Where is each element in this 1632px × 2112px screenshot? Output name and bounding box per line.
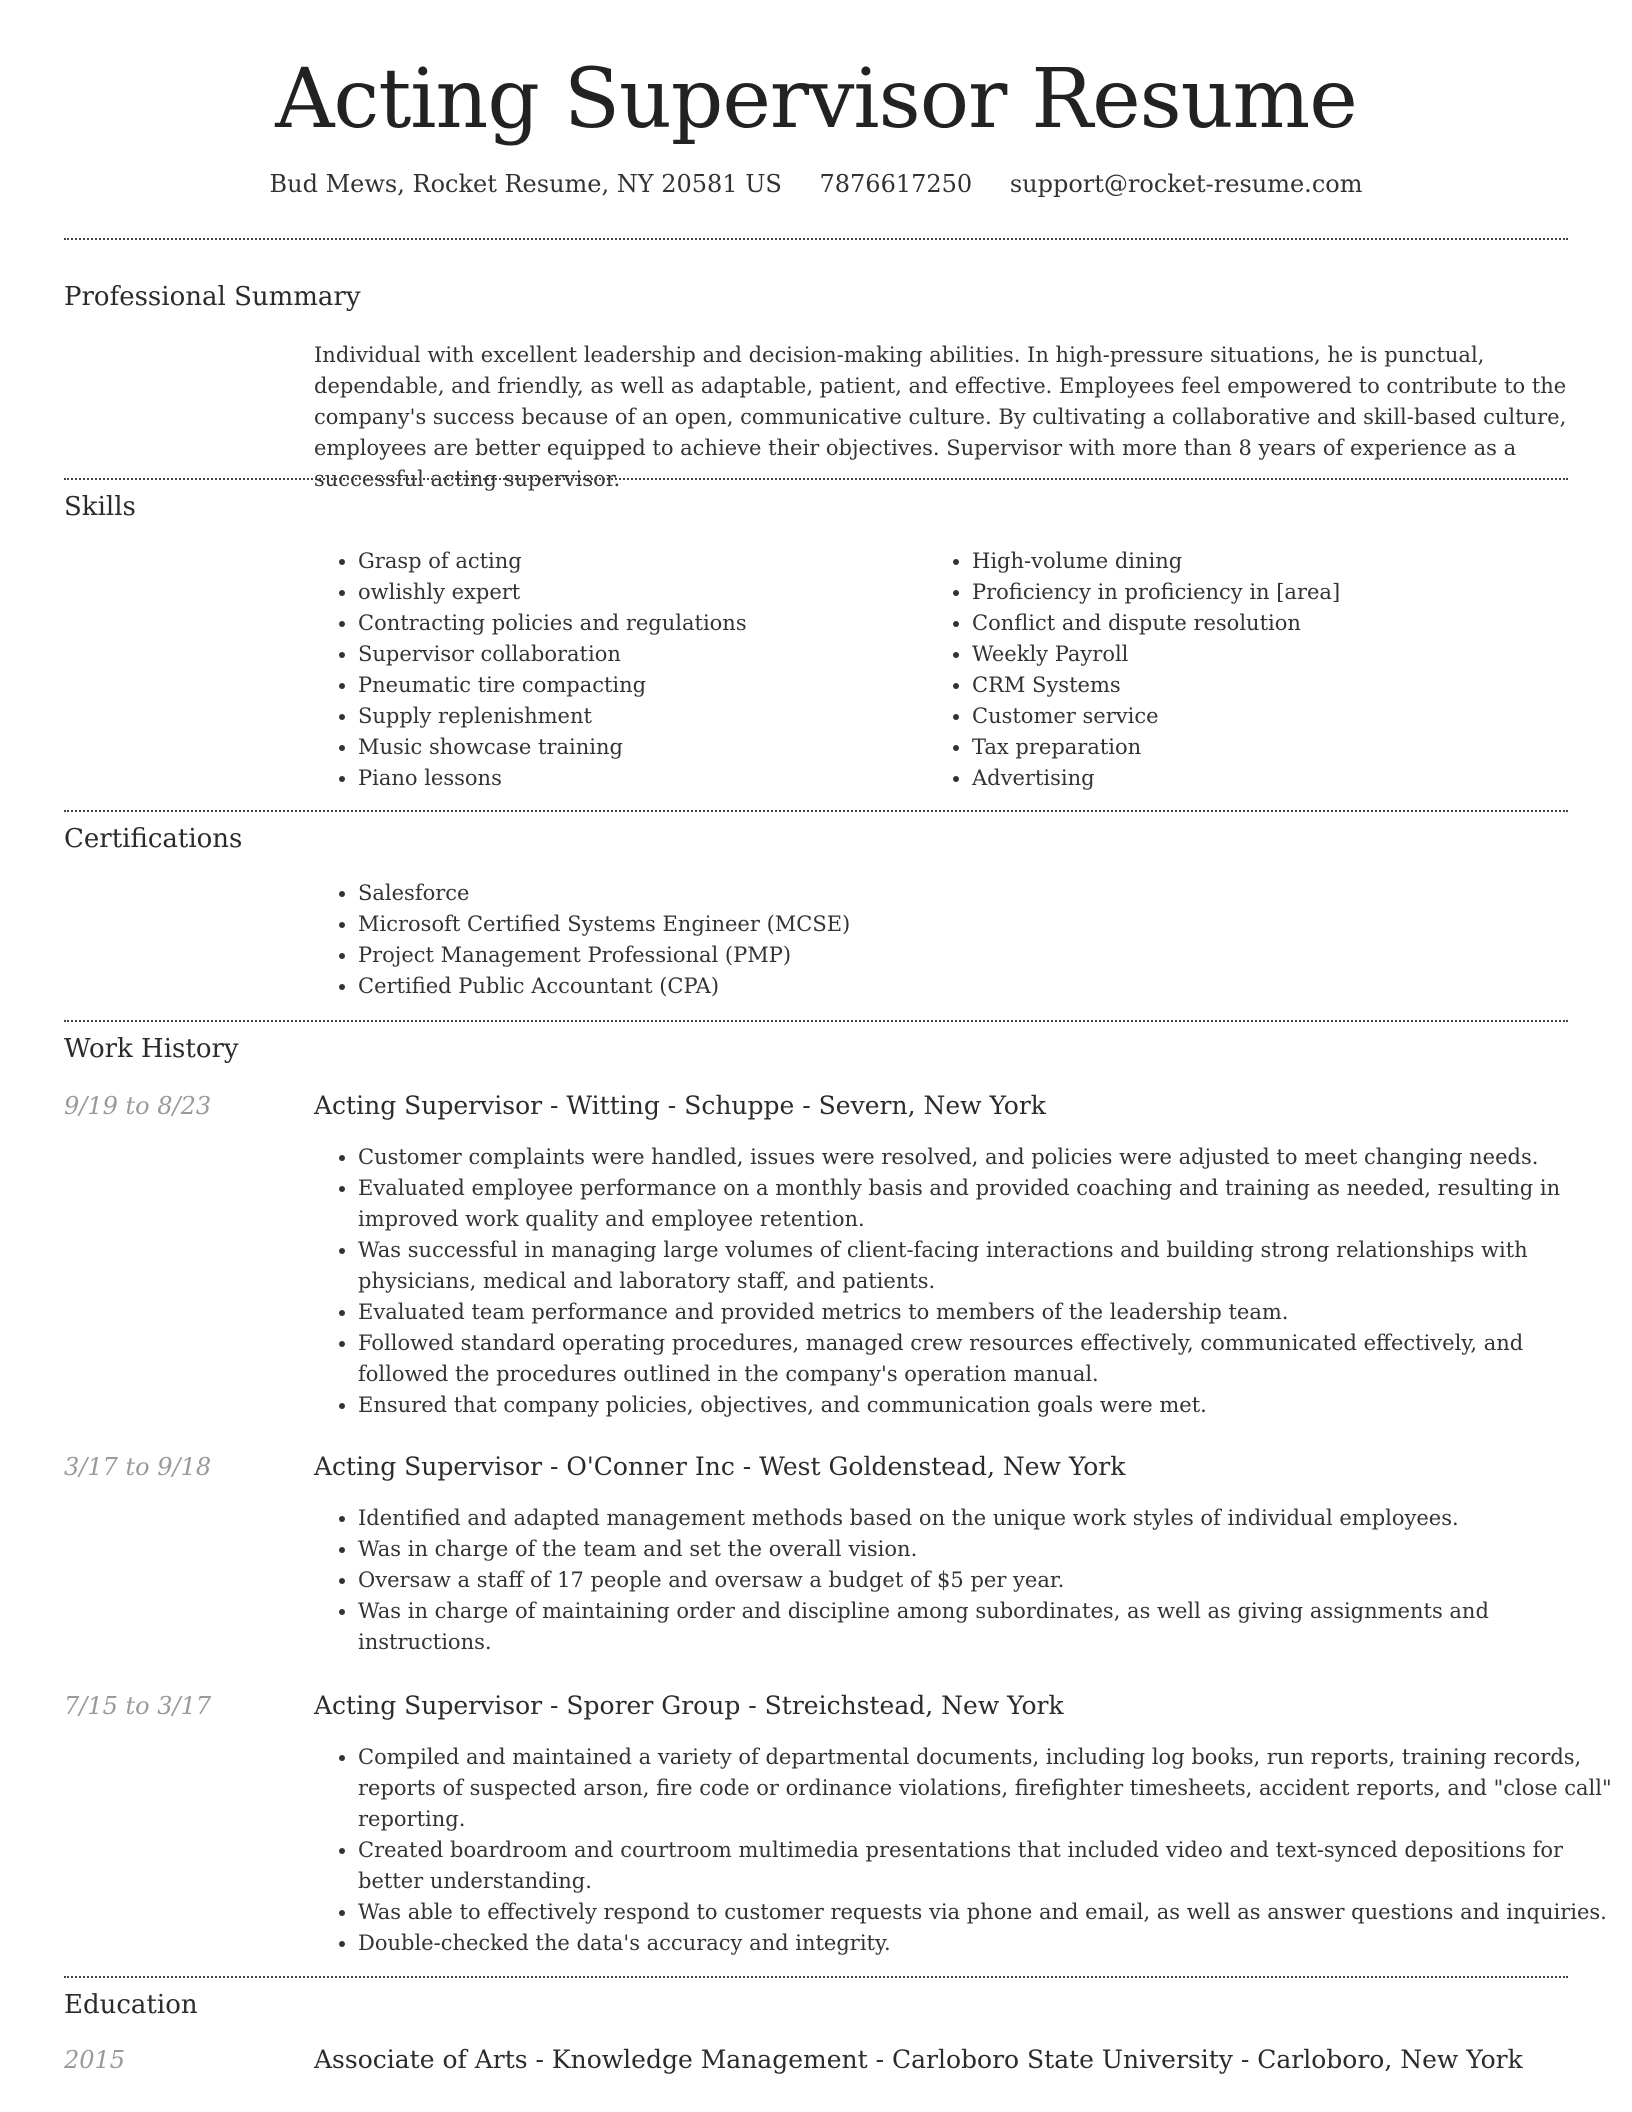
job-bullet: • Created boardroom and courtroom multimedia presentations that included video and text-synced depositions for better understanding. bbox=[358, 1835, 1612, 1897]
job-date: 9/19 to 8/23 bbox=[64, 1092, 212, 1120]
job-bullet: • Was in charge of maintaining order and discipline among subordinates, as well as giving assignments and instructions. bbox=[358, 1596, 1612, 1658]
job-bullet: • Was able to effectively respond to customer requests via phone and email, as well as answer questions and inquiries. bbox=[358, 1897, 1612, 1928]
skill-item: • High-volume dining bbox=[972, 546, 1592, 577]
skill-item: • Advertising bbox=[972, 763, 1592, 794]
divider bbox=[64, 238, 1568, 240]
skill-item: • Conflict and dispute resolution bbox=[972, 608, 1592, 639]
job-bullet: • Ensured that company policies, objectives, and communication goals were met. bbox=[358, 1390, 1612, 1421]
contact-email: support@rocket-resume.com bbox=[1009, 170, 1363, 198]
skill-item: • Contracting policies and regulations bbox=[358, 608, 918, 639]
skill-item: • Pneumatic tire compacting bbox=[358, 670, 918, 701]
job-date: 7/15 to 3/17 bbox=[64, 1692, 212, 1720]
job-title: Acting Supervisor - Witting - Schuppe - Severn, New York bbox=[314, 1091, 1046, 1120]
skills-list-right bbox=[928, 546, 1592, 794]
divider bbox=[64, 1976, 1568, 1978]
skill-item: • CRM Systems bbox=[972, 670, 1592, 701]
job-bullet: • Was in charge of the team and set the overall vision. bbox=[358, 1534, 1612, 1565]
skills-list-left bbox=[314, 546, 918, 794]
section-title-work: Work History bbox=[64, 1034, 239, 1064]
job-bullet: • Evaluated team performance and provided metrics to members of the leadership team. bbox=[358, 1297, 1612, 1328]
certification-item: • Project Management Professional (PMP) bbox=[358, 940, 1558, 971]
resume-title: Acting Supervisor Resume bbox=[275, 52, 1357, 147]
job-bullets bbox=[314, 1503, 1612, 1658]
certification-item: • Certified Public Accountant (CPA) bbox=[358, 971, 1558, 1002]
contact-line bbox=[0, 170, 1632, 198]
job-bullet: • Followed standard operating procedures, managed crew resources effectively, communicated effectively, and followed the procedures outlined in the company's operation manual. bbox=[358, 1328, 1612, 1390]
job-bullet: • Customer complaints were handled, issues were resolved, and policies were adjusted to meet changing needs. bbox=[358, 1142, 1612, 1173]
skill-item: • Music showcase training bbox=[358, 732, 918, 763]
job-bullet: • Identified and adapted management methods based on the unique work styles of individual employees. bbox=[358, 1503, 1612, 1534]
job-bullet: • Compiled and maintained a variety of departmental documents, including log books, run reports, training records, reports of suspected arson, fire code or ordinance violations, firefighter timesheets, accident reports, and "close call" reporting. bbox=[358, 1742, 1612, 1835]
skill-item: • Customer service bbox=[972, 701, 1592, 732]
section-title-summary: Professional Summary bbox=[64, 282, 361, 312]
job-title: Acting Supervisor - O'Conner Inc - West Goldenstead, New York bbox=[314, 1452, 1126, 1481]
job-bullets bbox=[314, 1742, 1612, 1959]
job-date: 3/17 to 9/18 bbox=[64, 1453, 212, 1481]
job-title: Acting Supervisor - Sporer Group - Streichstead, New York bbox=[314, 1691, 1064, 1720]
divider bbox=[64, 1020, 1568, 1022]
contact-phone: 7876617250 bbox=[819, 170, 973, 198]
skill-item: • owlishly expert bbox=[358, 577, 918, 608]
skill-item: • Tax preparation bbox=[972, 732, 1592, 763]
job-bullet: • Oversaw a staff of 17 people and oversaw a budget of $5 per year. bbox=[358, 1565, 1612, 1596]
certification-item: • Microsoft Certified Systems Engineer (MCSE) bbox=[358, 909, 1558, 940]
divider bbox=[64, 478, 1568, 480]
job-bullet: • Was successful in managing large volumes of client-facing interactions and building strong relationships with physicians, medical and laboratory staff, and patients. bbox=[358, 1235, 1612, 1297]
education-title: Associate of Arts - Knowledge Management - Carloboro State University - Carloboro, New York bbox=[314, 2045, 1523, 2074]
job-bullets bbox=[314, 1142, 1612, 1421]
skill-item: • Supervisor collaboration bbox=[358, 639, 918, 670]
section-title-certifications: Certifications bbox=[64, 824, 243, 854]
job-bullet: • Double-checked the data's accuracy and integrity. bbox=[358, 1928, 1612, 1959]
summary-text: Individual with excellent leadership and decision-making abilities. In high-pressure situations, he is punctual, dependable, and friendly, as well as adaptable, patient, and effective. Employees feel empowered to contribute to the company's success because of an open, communicative culture. By cultivating a collaborative and skill-based culture, employees are better equipped to achieve their objectives. Supervisor with more than 8 years of experience as a successful acting supervisor. bbox=[314, 343, 1567, 491]
divider bbox=[64, 810, 1568, 812]
contact-address: Bud Mews, Rocket Resume, NY 20581 US bbox=[269, 170, 782, 198]
education-date: 2015 bbox=[64, 2046, 126, 2074]
certifications-list bbox=[314, 878, 1558, 1002]
section-title-education: Education bbox=[64, 1990, 198, 2020]
job-bullet: • Evaluated employee performance on a monthly basis and provided coaching and training as needed, resulting in improved work quality and employee retention. bbox=[358, 1173, 1612, 1235]
skill-item: • Piano lessons bbox=[358, 763, 918, 794]
skill-item: • Supply replenishment bbox=[358, 701, 918, 732]
skill-item: • Proficiency in proficiency in [area] bbox=[972, 577, 1592, 608]
skill-item: • Weekly Payroll bbox=[972, 639, 1592, 670]
skill-item: • Grasp of acting bbox=[358, 546, 918, 577]
section-title-skills: Skills bbox=[64, 492, 136, 522]
certification-item: • Salesforce bbox=[358, 878, 1558, 909]
